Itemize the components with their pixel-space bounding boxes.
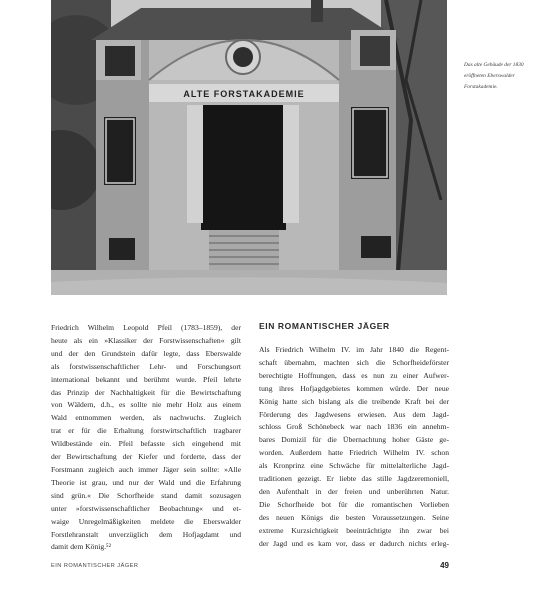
text-line: den Aufenthalt in der freien und unberührten Natur. [259,486,449,496]
text-line: traditionen gezeigt. Er liebte das stille Jagdzeremoniell, [259,474,449,484]
text-line: bares Domizil für die Übernachtung hoher Gäste ge- [259,435,449,445]
text-line: als Kronprinz eine Schwäche für mittelalterliche Jagd- [259,461,449,471]
section-heading: EIN ROMANTISCHER JÄGER [259,321,390,331]
text-line: Theorie ist grau, und nur der Wald und die Erfahrung [51,477,241,487]
text-line: Forstlehranstalt unverzüglich dem Hofjagdamt und [51,529,241,539]
photo-caption: Das alte Gebäude der 1830 eröffneten Eberswalder Forstakademie. [464,62,524,90]
text-line: als forstwissenschaftlicher Lehr- und Forschungsort [51,361,241,371]
left-column [51,322,241,554]
text-line: heute als ein »Klassiker der Forstwissenschaften« gilt [51,335,241,345]
text-line: sind grün.« Die Schorfheide stand damit sozusagen [51,490,241,500]
text-line: König hatte sich bislang als die treibende Kraft bei der [259,396,449,406]
text-line: international bekannt und berühmt wurde. Pfeil lehrte [51,374,241,384]
page-number: 49 [440,561,449,570]
text-line: Wildbestände ein. Pfeil befasste sich eingehend mit [51,439,241,449]
text-line: Forstmann zugleich auch immer Jäger sein sollte: »Alle [51,464,241,474]
text-line: waige Unregelmäßigkeiten meldete die Eberswalder [51,516,241,526]
text-line: damit dem König.⁵² [51,542,111,552]
running-head: EIN ROMANTISCHER JÄGER [51,563,139,569]
text-line: tung ihres Hofjagdgebietes kommen würde. Der neue [259,383,449,393]
right-column [259,344,449,551]
text-line: Förderung des Jagdwesens erwiesen. Aus dem Jagd- [259,409,449,419]
text-line: und der den Grundstein dafür legte, dass Eberswalde [51,348,241,358]
text-line: Friedrich Wilhelm Leopold Pfeil (1783–1859), der [51,323,241,332]
text-line: des neuen Königs die besten Voraussetzungen. Seine [259,512,449,522]
building-sign: ALTE FORSTAKADEMIE [183,89,305,99]
building-photo [51,0,447,295]
text-line: von Wäldern, d.h., es sollte nie mehr Holz aus einem [51,400,241,410]
text-line: trat er für die Erhaltung forstwirtschaftlich tragbarer [51,426,241,436]
text-line: worden. Außerdem hatte Friedrich Wilhelm IV. schon [259,448,449,458]
text-line: Wald entnommen werden, als nachwuchs. Zugleich [51,413,241,423]
text-line: Die Schorfheide bot für die romantischen Vorlieben [259,499,449,509]
text-line: der Bewirtschaftung der Kiefer und forderte, dass der [51,452,241,462]
text-line: extreme Kurzsichtigkeit beeinträchtigte ihn zwar bei [259,525,449,535]
text-line: Als Friedrich Wilhelm IV. im Jahr 1840 die Regent- [259,345,449,354]
text-line: schloss Groß Schönebeck war nach 1836 ein annehm- [259,422,449,432]
text-line: der Jagd und es kam vor, dass er dadurch nichts erleg- [259,538,449,548]
text-line: schaft übernahm, machten sich die Schorfheideförster [259,357,449,367]
text-line: unter »forstwissenschaftlicher Beobachtung« und et- [51,503,241,513]
text-line: berechtigte Hoffnungen, dass es nun zu einer Aufwer- [259,370,449,380]
text-line: das Prinzip der Nachhaltigkeit für die Bewirtschaftung [51,387,241,397]
